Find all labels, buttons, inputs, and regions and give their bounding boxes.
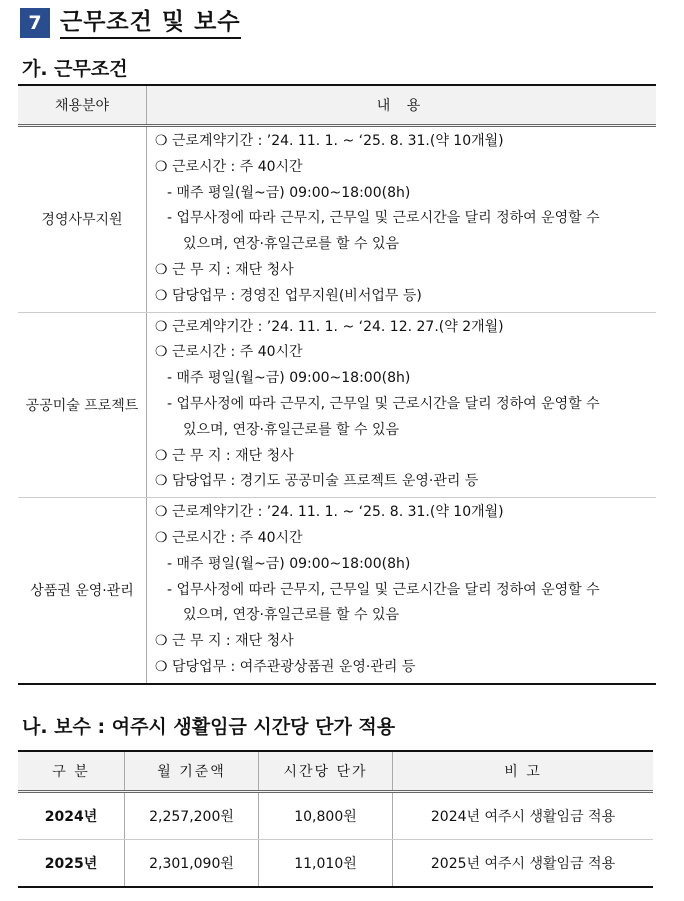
hourly-rate: 11,010원: [259, 840, 393, 888]
work-location: ❍ 근 무 지 : 재단 청사: [155, 447, 294, 464]
header-hourly-rate: 시간당 단가: [259, 751, 393, 792]
working-conditions-table: [18, 84, 656, 685]
header-field: 채용분야: [18, 85, 147, 126]
pay-heading: 나. 보수 : 여주시 생활임금 시간당 단가 적용: [22, 716, 396, 738]
duties: ❍ 담당업무 : 여주관광상품권 운영·관리 등: [155, 658, 416, 675]
field-name: 공공미술 프로젝트: [18, 312, 147, 498]
section-number-badge: 7: [20, 8, 50, 38]
section-heading: [20, 6, 241, 40]
table-row: [18, 498, 656, 684]
header-category: 구 분: [18, 751, 125, 792]
field-content: [147, 126, 657, 313]
field-content: [147, 312, 657, 498]
contract-period: ❍ 근로계약기간 : ’24. 11. 1. ~ ‘25. 8. 31.(약 10개월): [155, 133, 504, 149]
working-hours: ❍ 근로시간 : 주 40시간: [155, 344, 303, 361]
contract-period: ❍ 근로계약기간 : ’24. 11. 1. ~ ‘24. 12. 27.(약 2개월): [155, 318, 504, 335]
schedule-note: - 업무사정에 따라 근무지, 근무일 및 근로시간을 달리 정하여 운영할 수: [167, 395, 600, 412]
hourly-rate: 10,800원: [259, 792, 393, 840]
working-hours: ❍ 근로시간 : 주 40시간: [155, 158, 303, 175]
work-location: ❍ 근 무 지 : 재단 청사: [155, 633, 294, 650]
header-monthly-amount: 월 기준액: [125, 751, 259, 792]
field-name: 상품권 운영·관리: [18, 498, 147, 684]
working-conditions-heading: 가. 근무조건: [22, 58, 128, 80]
working-hours: ❍ 근로시간 : 주 40시간: [155, 529, 303, 546]
schedule-note-cont: 있으며, 연장·휴일근로를 할 수 있음: [183, 421, 400, 438]
table-row: [18, 126, 656, 313]
monthly-amount: 2,301,090원: [125, 840, 259, 888]
duties: ❍ 담당업무 : 경기도 공공미술 프로젝트 운영·관리 등: [155, 473, 479, 490]
table-row: [18, 312, 656, 498]
table-row: [18, 840, 653, 888]
field-name: 경영사무지원: [18, 126, 147, 313]
table-header-row: [18, 85, 656, 126]
weekday-schedule: - 매주 평일(월~금) 09:00~18:00(8h): [167, 184, 411, 201]
pay-table: [18, 750, 653, 888]
header-remarks: 비 고: [393, 751, 654, 792]
schedule-note: - 업무사정에 따라 근무지, 근무일 및 근로시간을 달리 정하여 운영할 수: [167, 210, 600, 227]
table-row: [18, 792, 653, 840]
remarks: 2025년 여주시 생활임금 적용: [393, 840, 654, 888]
weekday-schedule: - 매주 평일(월~금) 09:00~18:00(8h): [167, 555, 411, 572]
remarks: 2024년 여주시 생활임금 적용: [393, 792, 654, 840]
work-location: ❍ 근 무 지 : 재단 청사: [155, 261, 294, 278]
pay-year: 2024년: [18, 792, 125, 840]
weekday-schedule: - 매주 평일(월~금) 09:00~18:00(8h): [167, 370, 411, 387]
contract-period: ❍ 근로계약기간 : ’24. 11. 1. ~ ‘25. 8. 31.(약 10개월): [155, 504, 504, 521]
field-content: [147, 498, 657, 684]
pay-year: 2025년: [18, 840, 125, 888]
header-content: 내 용: [147, 85, 657, 126]
schedule-note-cont: 있으며, 연장·휴일근로를 할 수 있음: [183, 236, 400, 253]
monthly-amount: 2,257,200원: [125, 792, 259, 840]
duties: ❍ 담당업무 : 경영진 업무지원(비서업무 등): [155, 287, 422, 304]
schedule-note-cont: 있으며, 연장·휴일근로를 할 수 있음: [183, 607, 400, 624]
section-title: 근무조건 및 보수: [60, 8, 241, 39]
table-header-row: [18, 751, 653, 792]
schedule-note: - 업무사정에 따라 근무지, 근무일 및 근로시간을 달리 정하여 운영할 수: [167, 581, 600, 598]
